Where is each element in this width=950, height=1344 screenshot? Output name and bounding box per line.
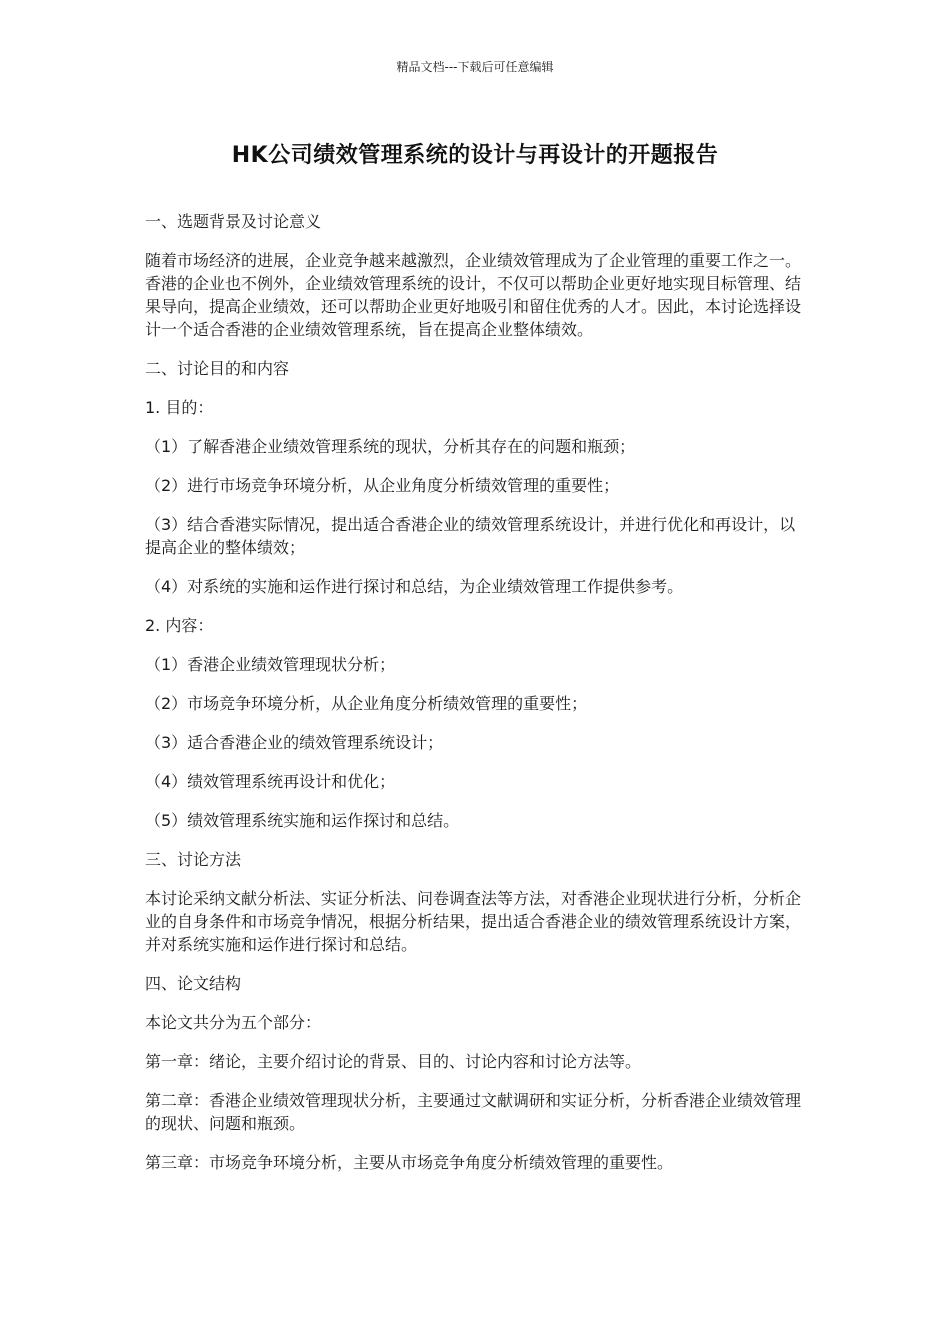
subheading-purpose: 1. 目的： (145, 398, 214, 417)
section-heading-purpose-content: 二、讨论目的和内容 (145, 359, 290, 378)
section-heading-structure: 四、论文结构 (145, 974, 242, 993)
content-item-1: （1）香港企业绩效管理现状分析； (145, 655, 396, 674)
document-title: HK公司绩效管理系统的设计与再设计的开题报告 (231, 143, 719, 168)
purpose-item-2: （2）进行市场竞争环境分析，从企业角度分析绩效管理的重要性； (145, 476, 620, 495)
document-body (145, 210, 805, 1190)
content-item-5: （5）绩效管理系统实施和运作探讨和总结。 (145, 811, 460, 830)
purpose-item-1: （1）了解香港企业绩效管理系统的现状，分析其存在的问题和瓶颈； (145, 437, 636, 456)
content-item-2: （2）市场竞争环境分析，从企业角度分析绩效管理的重要性； (145, 694, 588, 713)
content-item-4: （4）绩效管理系统再设计和优化； (145, 772, 396, 791)
subheading-content: 2. 内容： (145, 616, 214, 635)
chapter-3: 第三章：市场竞争环境分析，主要从市场竞争角度分析绩效管理的重要性。 (145, 1153, 674, 1172)
purpose-item-3: （3）结合香港实际情况，提出适合香港企业的绩效管理系统设计，并进行优化和再设计，以提高企业的整体绩效； (145, 515, 796, 557)
purpose-item-4: （4）对系统的实施和运作进行探讨和总结，为企业绩效管理工作提供参考。 (145, 577, 684, 596)
section-heading-method: 三、讨论方法 (145, 850, 242, 869)
chapter-2: 第二章：香港企业绩效管理现状分析，主要通过文献调研和实证分析，分析香港企业绩效管理的现状、问题和瓶颈。 (145, 1091, 802, 1133)
content-item-3: （3）适合香港企业的绩效管理系统设计； (145, 733, 444, 752)
paragraph-background: 随着市场经济的进展，企业竞争越来越激烈，企业绩效管理成为了企业管理的重要工作之一。香港的企业也不例外，企业绩效管理系统的设计，不仅可以帮助企业更好地实现目标管理、结果导向，提高企业绩效，还可以帮助企业更好地吸引和留住优秀的人才。因此，本讨论选择设计一个适合香港的企业绩效管理系统，旨在提高企业整体绩效。 (145, 251, 802, 339)
chapter-1: 第一章：绪论，主要介绍讨论的背景、目的、讨论内容和讨论方法等。 (145, 1052, 642, 1071)
paragraph-method: 本讨论采纳文献分析法、实证分析法、问卷调查法等方法，对香港企业现状进行分析，分析企业的自身条件和市场竞争情况，根据分析结果，提出适合香港企业的绩效管理系统设计方案，并对系统实施和运作进行探讨和总结。 (145, 889, 802, 954)
paragraph-structure-intro: 本论文共分为五个部分： (145, 1013, 322, 1032)
page-header: 精品文档---下载后可任意编辑 (396, 60, 554, 74)
section-heading-background: 一、选题背景及讨论意义 (145, 212, 322, 231)
